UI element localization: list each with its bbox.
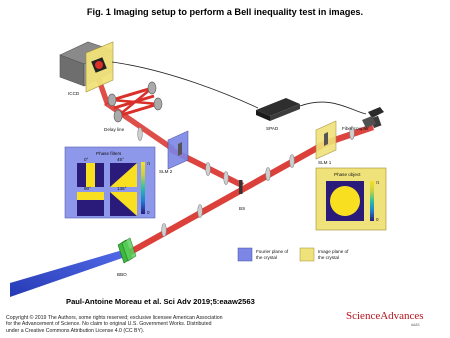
colorbar-zero-left: 0 xyxy=(147,210,150,215)
legend-fourier-label: Fourier plane of the crystal xyxy=(256,249,289,260)
label-angle-135: 135° xyxy=(117,186,127,191)
label-slm2: SLM 2 xyxy=(159,169,173,174)
bbo-crystal xyxy=(118,238,136,263)
copyright-notice xyxy=(6,315,306,334)
fiber-coupler xyxy=(362,107,384,128)
copyright-line: for the Advancement of Science. No claim to original U.S. Government Works. Distributed xyxy=(6,321,212,328)
pump-beam xyxy=(10,249,128,297)
label-angle-90: 90° xyxy=(84,186,91,191)
label-angle-0: 0° xyxy=(84,157,89,162)
delay-line xyxy=(108,82,162,122)
legend-swatch-fourier xyxy=(238,248,252,261)
cable-spad-coupler xyxy=(300,102,366,114)
legend-image-label: Image plane of the crystal xyxy=(318,249,349,260)
label-fiber-coupler: Fiber coupler xyxy=(342,126,369,131)
spad-detector xyxy=(256,98,300,121)
slm1 xyxy=(324,132,328,146)
aaas-logo: AAAS xyxy=(411,323,420,327)
phase-filters-inset xyxy=(65,147,155,218)
label-angle-45: 45° xyxy=(117,157,124,162)
label-spad: SPAD xyxy=(266,126,279,131)
colorbar-pi-right: π xyxy=(376,180,380,185)
copyright-line: Copyright © 2019 The Authors, some rights reserved; exclusive licensee American Association xyxy=(6,315,223,321)
label-bbo: BBO xyxy=(117,272,127,277)
label-delay-line: Delay line xyxy=(104,127,125,132)
legend-swatch-image xyxy=(300,248,314,261)
iccd-camera xyxy=(60,42,113,92)
label-phase-object: Phase object xyxy=(334,172,361,177)
label-bs: BS xyxy=(239,206,246,211)
label-iccd: ICCD xyxy=(68,91,80,96)
label-phase-filters: Phase filters xyxy=(96,151,122,156)
colorbar-pi-left: π xyxy=(147,161,151,166)
science-advances-logo[interactable]: ScienceAdvances xyxy=(346,310,424,322)
copyright-line: under a Creative Commons Attribution License 4.0 (CC BY). xyxy=(6,327,145,334)
colorbar-zero-right: 0 xyxy=(376,217,379,222)
citation: Paul-Antoine Moreau et al. Sci Adv 2019;5:eaaw2563 xyxy=(66,297,255,306)
label-slm1: SLM 1 xyxy=(318,160,332,165)
figure-title: Fig. 1 Imaging setup to perform a Bell inequality test in images. xyxy=(86,7,364,17)
slm2 xyxy=(178,142,182,156)
beam-splitter xyxy=(239,180,243,194)
